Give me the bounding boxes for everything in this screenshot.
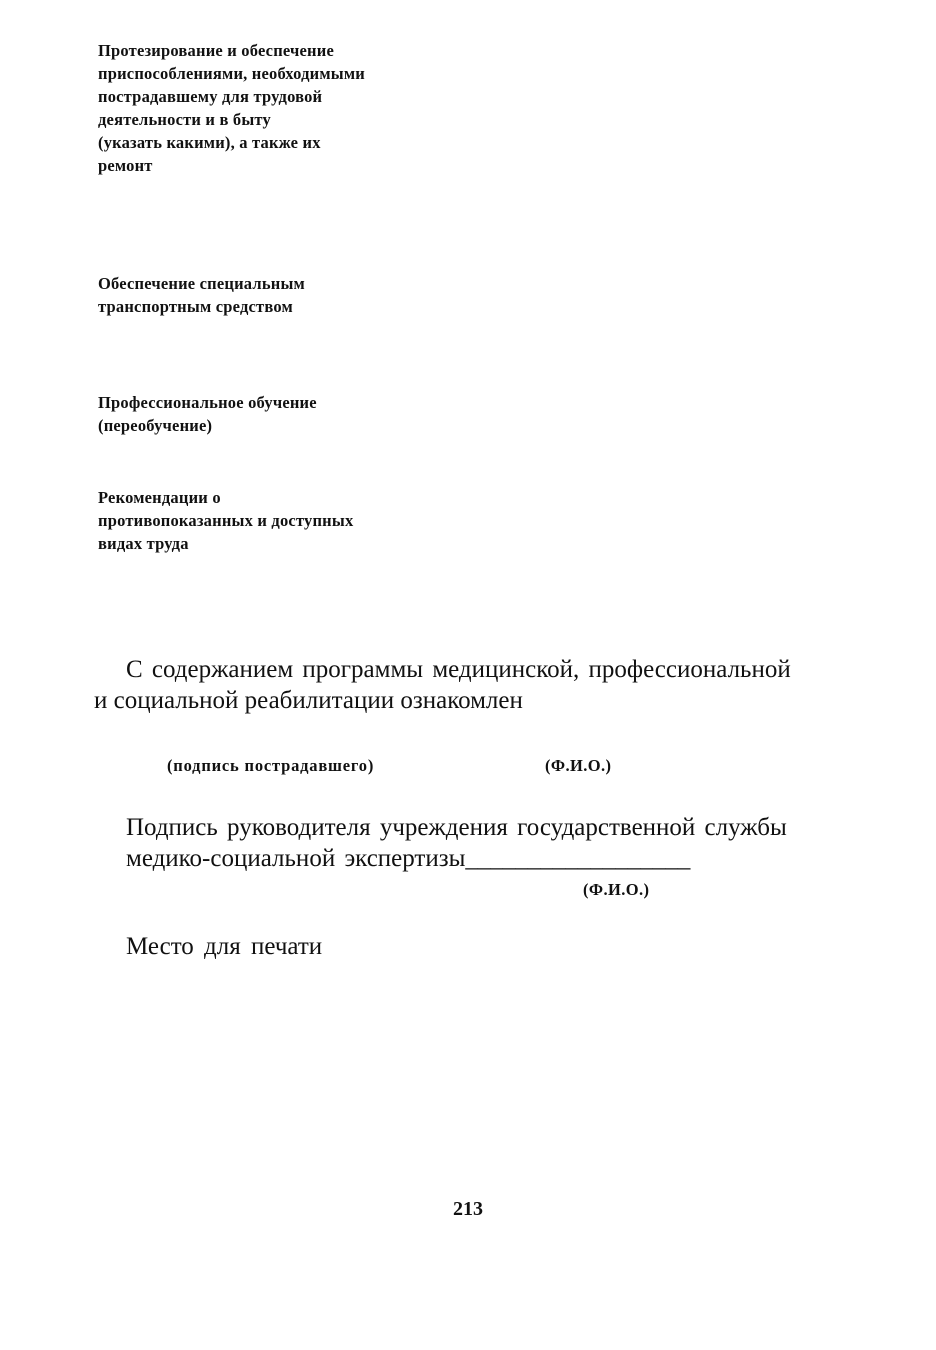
section-line: транспортным средством — [98, 297, 293, 316]
stamp-place-label: Место для печати — [126, 933, 323, 960]
head-signature-line: медико-социальной экспертизы__________________ — [126, 845, 691, 872]
section-line: Рекомендации о — [98, 488, 221, 507]
victim-signature-caption: (подпись пострадавшего) — [167, 756, 375, 775]
section-line: (переобучение) — [98, 416, 213, 435]
section-prosthetics — [98, 39, 438, 177]
section-line: видах труда — [98, 534, 189, 553]
acknowledgement-text — [94, 654, 854, 716]
section-line: приспособлениями, необходимыми — [98, 64, 366, 83]
victim-fio-caption: (Ф.И.О.) — [545, 756, 612, 775]
head-signature-text — [126, 812, 866, 874]
acknowledgement-line: и социальной реабилитации ознакомлен — [94, 687, 523, 714]
section-line: деятельности и в быту — [98, 110, 271, 129]
section-line: ремонт — [98, 156, 153, 175]
section-line: Профессиональное обучение — [98, 393, 317, 412]
section-transport — [98, 272, 438, 318]
section-line: противопоказанных и доступных — [98, 511, 354, 530]
head-fio-caption: (Ф.И.О.) — [583, 880, 650, 899]
acknowledgement-line: С содержанием программы медицинской, профессиональной — [126, 656, 791, 683]
section-line: Протезирование и обеспечение — [98, 41, 334, 60]
section-training — [98, 391, 438, 437]
section-line: Обеспечение специальным — [98, 274, 305, 293]
section-line: (указать какими), а также их — [98, 133, 321, 152]
head-signature-line: Подпись руководителя учреждения государственной службы — [126, 814, 787, 841]
page-number: 213 — [453, 1198, 483, 1220]
section-line: пострадавшему для трудовой — [98, 87, 323, 106]
section-work-recommendations — [98, 486, 438, 555]
